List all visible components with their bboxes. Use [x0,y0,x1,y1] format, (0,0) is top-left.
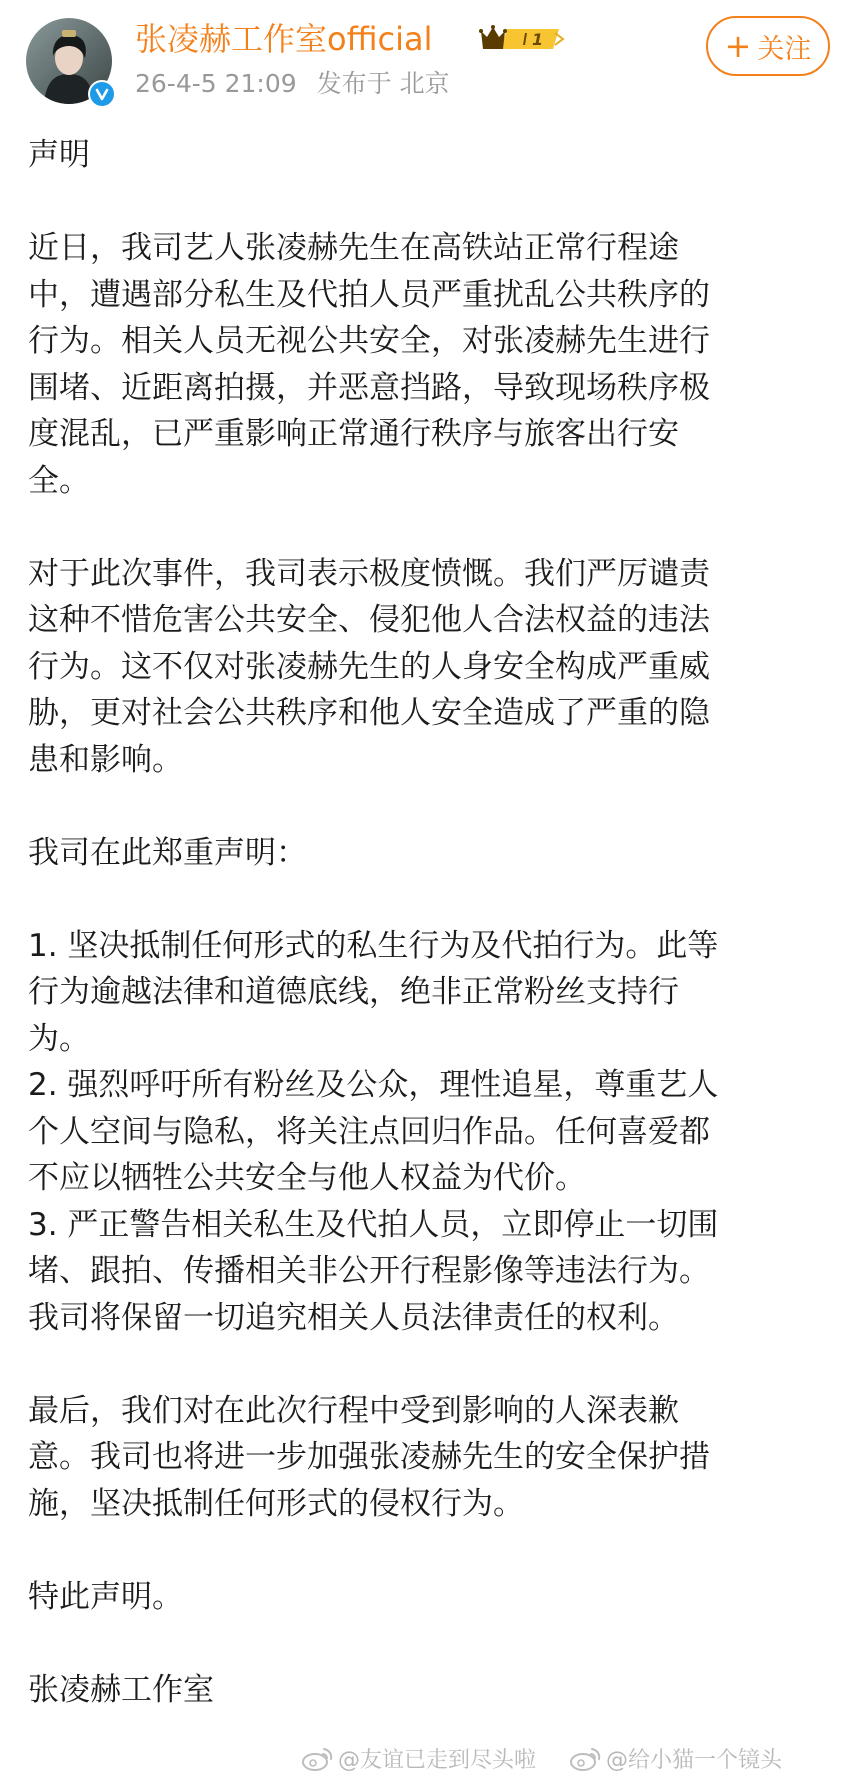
paragraph-incident: 近日，我司艺人张凌赫先生在高铁站正常行程途 中，遭遇部分私生及代拍人员严重扰乱公共秩序的 行为。相关人员无视公共安全，对张凌赫先生进行 围堵、近距离拍摄，并恶意挡路，导致现场秩序极 度混乱，已严重影响正常通行秩序与旅客出行安 全。 [28,230,710,499]
signature: 张凌赫工作室 [28,1671,214,1708]
follow-label: 关注 [757,33,812,65]
paragraph-declaration-intro: 我司在此郑重声明： [28,834,307,871]
verified-badge-icon [88,80,116,108]
follow-button[interactable] [706,16,830,76]
vip-crown-icon[interactable] [479,23,565,55]
list-item: 3. 严正警告相关私生及代拍人员，立即停止一切围 堵、跟拍、传播相关非公开行程影像等违法行为。 我司将保留一切追究相关人员法律责任的权利。 [28,1206,719,1336]
watermark [300,1743,536,1774]
weibo-logo-icon [568,1745,602,1773]
paragraph-condemnation: 对于此次事件，我司表示极度愤慨。我们严厉谴责 这种不惜危害公共安全、侵犯他人合法权益的违法 行为。这不仅对张凌赫先生的人身安全构成严重威 胁，更对社会公共秩序和他人安全造成了严重的隐 患和影响。 [28,555,710,778]
watermark-text: @给小猫一个镜头 [606,1748,783,1773]
post-location: 发布于 北京 [316,69,450,98]
post-meta [135,66,462,102]
post-body [28,132,828,1713]
plus-icon: + [724,27,752,65]
weibo-logo-icon [300,1745,334,1773]
author-name[interactable]: 张凌赫工作室official [135,20,433,58]
post-timestamp: 26-4-5 21:09 [135,69,297,98]
post-header [0,0,861,120]
vip-level: 1 [532,30,544,49]
paragraph-apology: 最后，我们对在此次行程中受到影响的人深表歉 意。我司也将进一步加强张凌赫先生的安全保护措 施，坚决抵制任何形式的侵权行为。 [28,1392,710,1522]
list-item: 1. 坚决抵制任何形式的私生行为及代拍行为。此等 行为逾越法律和道德底线，绝非正常粉丝支持行 为。 [28,927,719,1057]
watermark [568,1743,782,1774]
watermark-text: @友谊已走到尽头啦 [338,1748,537,1773]
statement-title: 声明 [28,137,90,173]
list-item: 2. 强烈呼吁所有粉丝及公众，理性追星，尊重艺人 个人空间与隐私，将关注点回归作品。任何喜爱都 不应以牺牲公共安全与他人权益为代价。 [28,1067,719,1196]
watermarks [300,1743,861,1785]
paragraph-closing: 特此声明。 [28,1578,183,1615]
